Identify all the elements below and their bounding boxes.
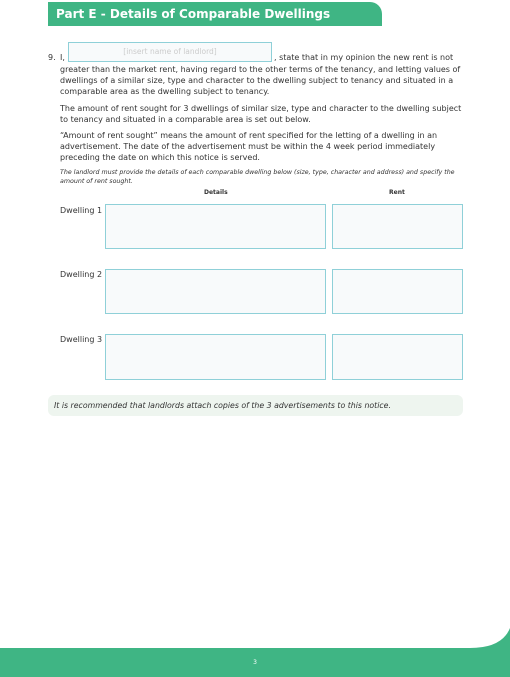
dwelling-1-rent-field[interactable] [332,204,463,249]
paragraph-rent-sought: The amount of rent sought for 3 dwellings of similar size, type and character to the dwelling subject to tenancy and situated in a comparable area is set out below. [60,104,462,124]
landlord-name-field[interactable]: [insert name of landlord] [68,42,272,62]
question-continuation: greater than the market rent, having regard to the other terms of the tenancy, and letting values of dwellings of a similar size, type and character to the dwelling subject to tenancy and situated in a comparable area as the dwelling subject to tenancy. [60,65,461,96]
dwelling-1-label: Dwelling 1 [60,206,103,215]
dwelling-3-label: Dwelling 3 [60,335,103,344]
dwelling-3-rent-field[interactable] [332,334,463,380]
section-header: Part E - Details of Comparable Dwellings [48,2,382,26]
dwelling-3-details-field[interactable] [105,334,326,380]
instruction-note: The landlord must provide the details of each comparable dwelling below (size, type, character and address) and specify the amount of rent sought. [60,169,455,185]
page-number: 3 [253,659,257,666]
question-lead: I, [60,53,65,62]
dwelling-2-rent-field[interactable] [332,269,463,314]
dwelling-2-details-field[interactable] [105,269,326,314]
dwelling-1-details-field[interactable] [105,204,326,249]
recommendation-note: It is recommended that landlords attach copies of the 3 advertisements to this notice. [48,395,463,416]
rent-column-header: Rent [389,189,405,196]
question-text-after-field: , state that in my opinion the new rent is not [274,53,454,62]
question-number: 9. [48,53,56,62]
dwelling-2-label: Dwelling 2 [60,270,103,279]
details-column-header: Details [204,189,228,196]
footer-curve-decoration [470,628,510,648]
paragraph-definition: “Amount of rent sought” means the amount of rent specified for the letting of a dwelling in an advertisement. The date of the advertisement must be within the 4 week period immediately preceding the date on which this notice is served. [60,131,438,162]
